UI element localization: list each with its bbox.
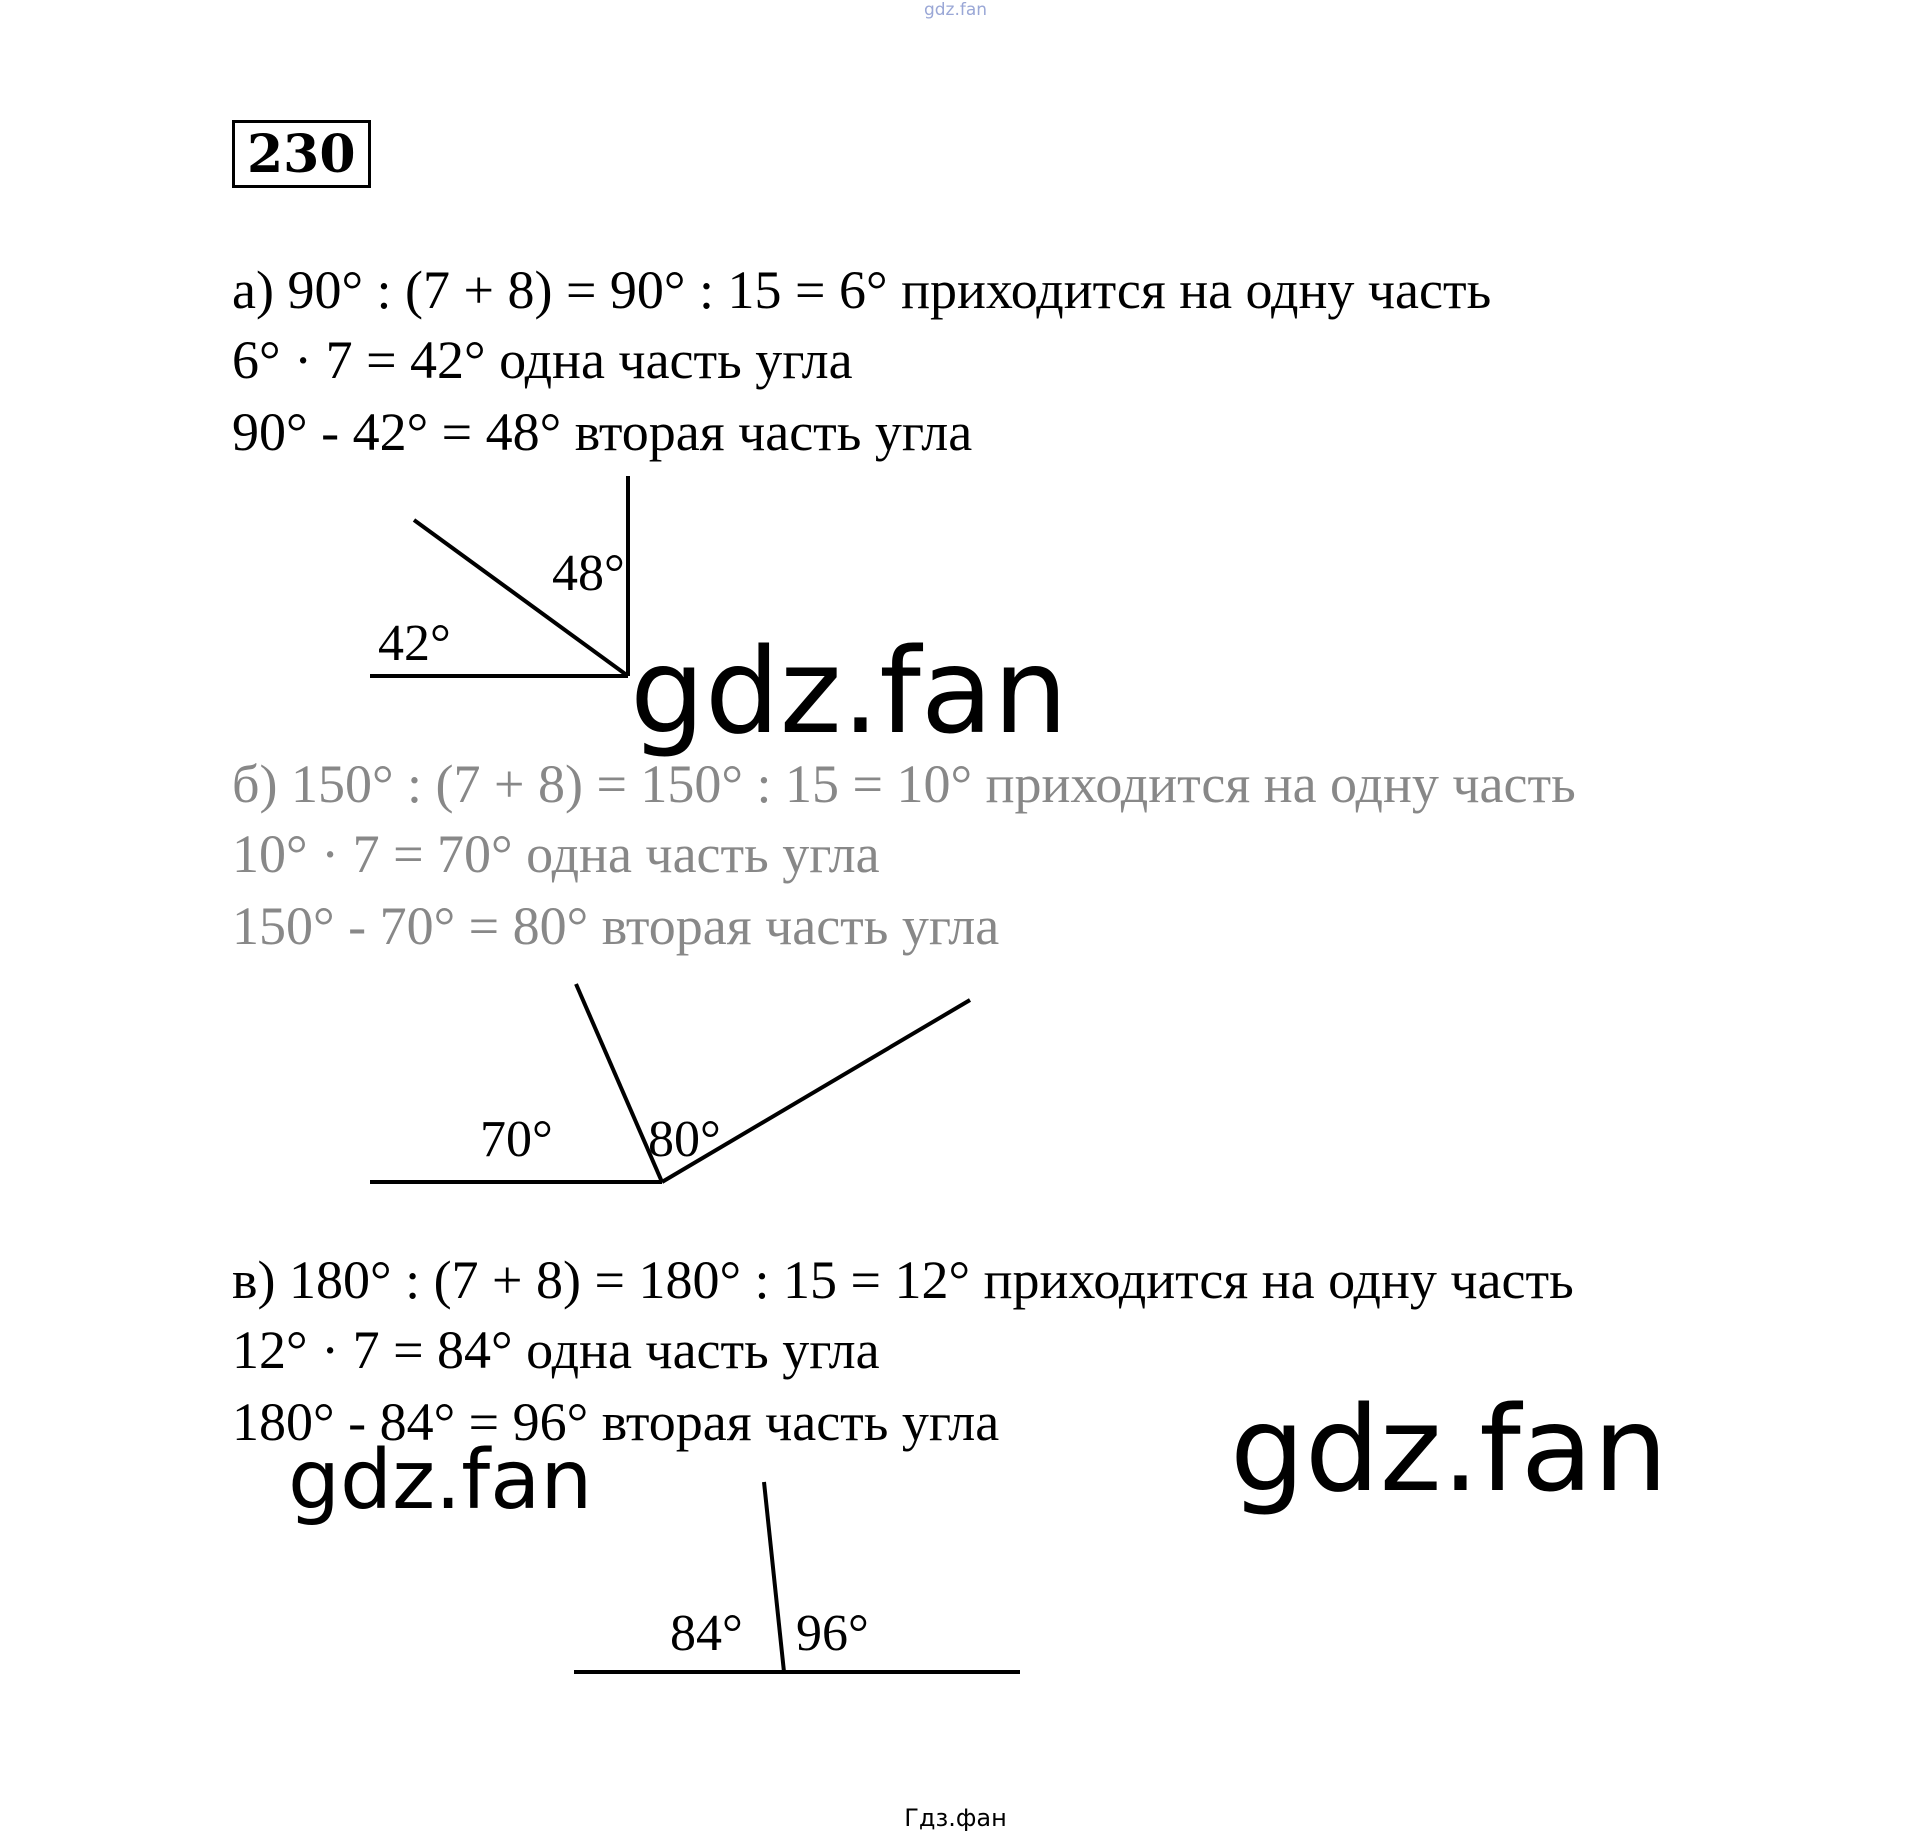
part-c-line-3: 180° - 84° = 96° вторая часть угла	[232, 1392, 1000, 1452]
footer: Гдз.фан	[904, 1804, 1007, 1832]
part-b-line-1: б) 150° : (7 + 8) = 150° : 15 = 10° приходится на одну часть	[232, 754, 1576, 814]
figure-b-angle-left: 70°	[480, 1111, 553, 1168]
figure-a-angle-left: 42°	[378, 615, 451, 672]
part-c-line-2: 12° · 7 = 84° одна часть угла	[232, 1320, 880, 1380]
part-a-line-1: а) 90° : (7 + 8) = 90° : 15 = 6° приходится на одну часть	[232, 260, 1492, 320]
figure-c-angle-right: 96°	[796, 1605, 869, 1662]
watermark-bottom-left: gdz.fan	[288, 1433, 593, 1528]
figure-c-dividing-ray	[764, 1482, 784, 1672]
figure-b-angle-right: 80°	[648, 1111, 721, 1168]
part-c-line-1: в) 180° : (7 + 8) = 180° : 15 = 12° приходится на одну часть	[232, 1250, 1574, 1310]
top-watermark: gdz.fan	[923, 0, 988, 20]
watermark-bottom-right: gdz.fan	[1230, 1380, 1668, 1518]
problem-number: 230	[232, 120, 371, 188]
part-a-line-3: 90° - 42° = 48° вторая часть угла	[232, 402, 973, 462]
part-a-line-2: 6° · 7 = 42° одна часть угла	[232, 330, 853, 390]
figure-c-angle-left: 84°	[670, 1605, 743, 1662]
part-b-line-2: 10° · 7 = 70° одна часть угла	[232, 824, 880, 884]
watermark-center: gdz.fan	[630, 622, 1068, 760]
figure-a-angle-right: 48°	[552, 545, 625, 602]
part-b-line-3: 150° - 70° = 80° вторая часть угла	[232, 896, 1000, 956]
